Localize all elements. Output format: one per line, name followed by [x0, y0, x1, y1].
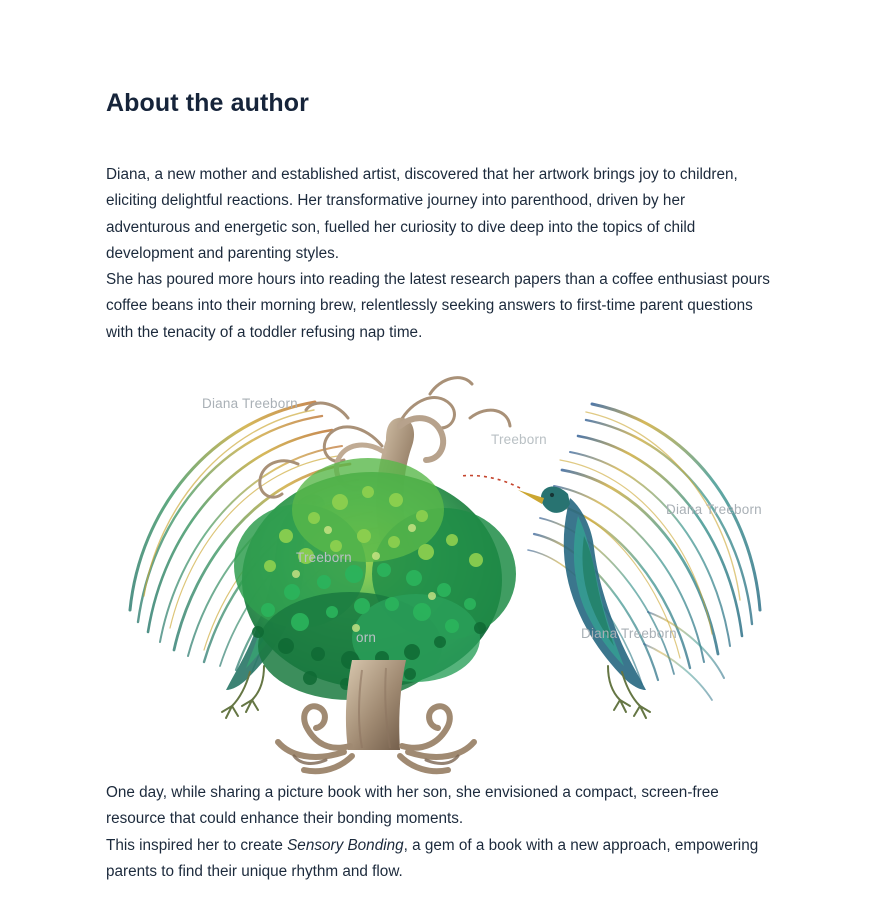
paragraph-intro: Diana, a new mother and established artist, discovered that her artwork brings joy to children, eliciting delightful reactions. Her transformative journey into parenthood, driven by her adventurous and energetic son, fuelled her curiosity to dive deep into the topics of child development and parenting styles. [106, 166, 738, 262]
paragraph-research: She has poured more hours into reading the latest research papers than a coffee enthusiast pours coffee beans into their morning brew, relentlessly seeking answers to first-time parent questions with the tenacity of a toddler refusing nap time. [106, 271, 770, 341]
page-title: About the author [106, 89, 309, 117]
watermark: orn [356, 630, 377, 646]
watermark: Treeborn [491, 432, 547, 448]
tree [234, 378, 516, 772]
book-title: Sensory Bonding [287, 836, 404, 854]
artwork-container [106, 360, 772, 780]
closing-lead: This inspired her to create [106, 836, 288, 854]
paragraph-idea: One day, while sharing a picture book with her son, she envisioned a compact, screen-free resource that could enhance their bonding moments. [106, 784, 719, 828]
closing-tail: , a gem of a book with a new approach, empowering parents to find their unique rhythm and flow. [106, 836, 759, 880]
watermark: Diana Treeborn [581, 626, 677, 642]
watermark: Diana Treeborn [666, 502, 762, 518]
watermark: Diana Treeborn [202, 396, 298, 412]
watermark: Treeborn [296, 550, 352, 566]
tree-with-two-birds-illustration [100, 360, 780, 780]
paragraph-book [106, 833, 772, 886]
page-footer-space [106, 885, 772, 911]
